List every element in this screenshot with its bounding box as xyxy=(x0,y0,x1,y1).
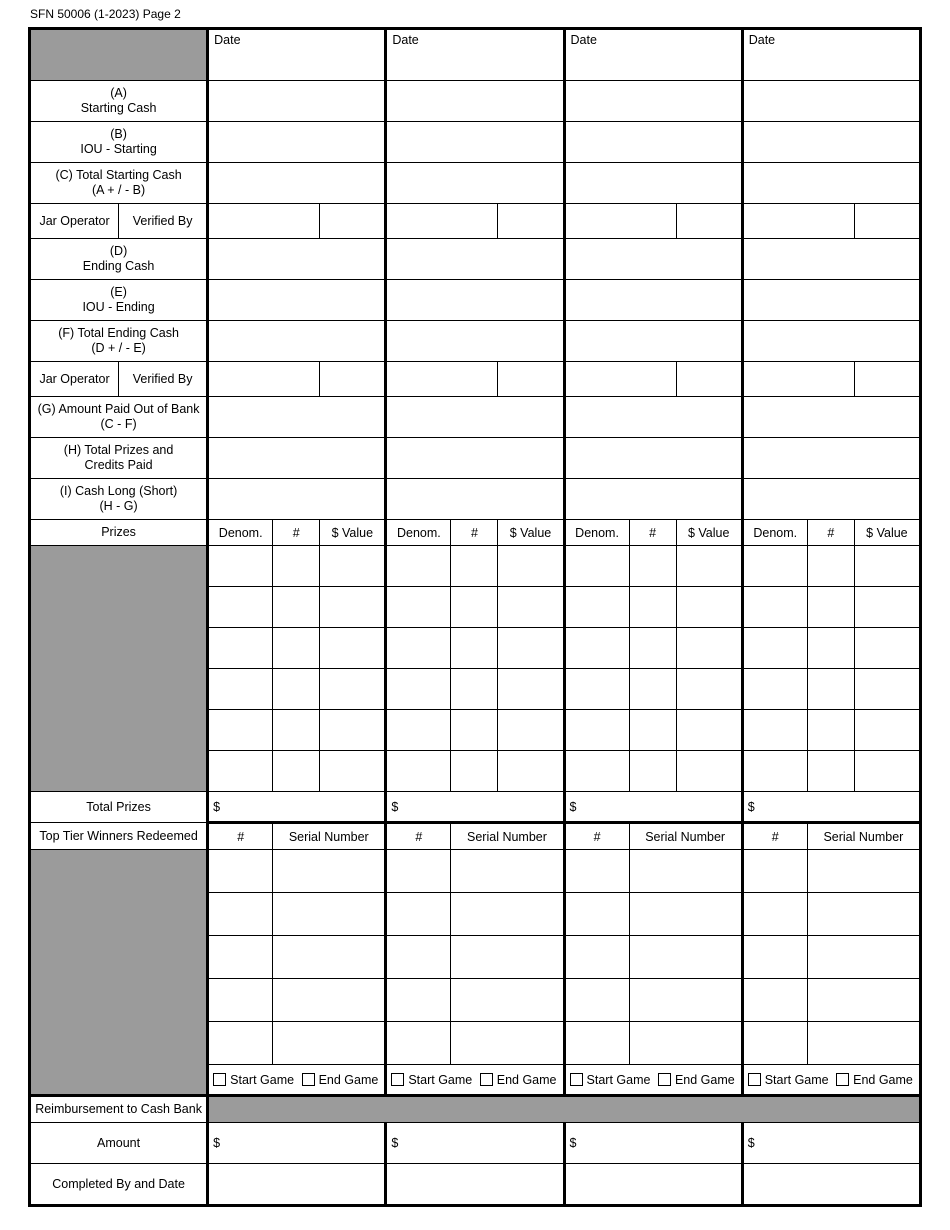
value-header: $ Value xyxy=(854,520,920,546)
amount-paid-out-field[interactable] xyxy=(564,397,742,438)
ending-cash-line-1: (D) xyxy=(109,244,128,258)
count-field[interactable] xyxy=(451,628,498,669)
count-field[interactable] xyxy=(629,628,676,669)
value-field[interactable] xyxy=(676,587,742,628)
denom-field[interactable] xyxy=(564,628,629,669)
reimbursement-label: Reimbursement to Cash Bank xyxy=(30,1096,208,1123)
iou-ending-field[interactable] xyxy=(742,280,920,321)
count-field[interactable] xyxy=(273,751,320,792)
serial-number-field[interactable] xyxy=(807,936,920,979)
serial-number-field[interactable] xyxy=(807,1022,920,1065)
serial-number-field[interactable] xyxy=(451,893,564,936)
iou-ending-line-2: IOU - Ending xyxy=(82,300,155,314)
total-ending-cash-label xyxy=(30,321,208,362)
end-game-checkbox[interactable] xyxy=(302,1073,315,1086)
amount-label: Amount xyxy=(30,1123,208,1164)
verified-by-field[interactable] xyxy=(676,362,742,397)
tier-count-field[interactable] xyxy=(564,1022,629,1065)
end-game-option[interactable] xyxy=(836,1073,913,1087)
serial-number-header: Serial Number xyxy=(629,823,742,850)
denom-field[interactable] xyxy=(208,628,273,669)
amount-field[interactable]: $ xyxy=(564,1123,742,1164)
total-ending-cash-field[interactable] xyxy=(564,321,742,362)
total-prizes-credits-field[interactable] xyxy=(742,438,920,479)
verified-by-field[interactable] xyxy=(854,204,920,239)
count-field[interactable] xyxy=(807,628,854,669)
value-field[interactable] xyxy=(676,546,742,587)
total-prizes-credits-line-1: (H) Total Prizes and xyxy=(63,443,174,457)
total-prizes-credits-field[interactable] xyxy=(564,438,742,479)
jar-operator-field[interactable] xyxy=(742,204,854,239)
jar-operator-field[interactable] xyxy=(564,362,676,397)
start-game-checkbox[interactable] xyxy=(391,1073,404,1086)
top-tier-label: Top Tier Winners Redeemed xyxy=(30,823,208,850)
total-prizes-label: Total Prizes xyxy=(30,792,208,823)
cash-long-short-field[interactable] xyxy=(208,479,386,520)
starting-cash-label xyxy=(30,81,208,122)
serial-number-field[interactable] xyxy=(273,893,386,936)
date-field[interactable]: Date xyxy=(386,29,564,81)
value-field[interactable] xyxy=(854,546,920,587)
denom-field[interactable] xyxy=(564,751,629,792)
tier-count-header: # xyxy=(564,823,629,850)
amount-field[interactable]: $ xyxy=(208,1123,386,1164)
denom-field[interactable] xyxy=(742,710,807,751)
end-game-label: End Game xyxy=(496,1072,557,1087)
verified-by-field[interactable] xyxy=(320,204,386,239)
start-game-option[interactable] xyxy=(391,1073,472,1087)
total-starting-cash-field[interactable] xyxy=(742,163,920,204)
amount-paid-out-line-2: (C - F) xyxy=(100,417,137,431)
denom-field[interactable] xyxy=(386,587,451,628)
count-field[interactable] xyxy=(807,587,854,628)
serial-number-field[interactable] xyxy=(807,979,920,1022)
serial-number-field[interactable] xyxy=(629,1022,742,1065)
denom-header: Denom. xyxy=(386,520,451,546)
tier-count-field[interactable] xyxy=(564,936,629,979)
serial-number-field[interactable] xyxy=(629,979,742,1022)
iou-ending-field[interactable] xyxy=(564,280,742,321)
denom-field[interactable] xyxy=(564,710,629,751)
completed-by-field[interactable] xyxy=(742,1164,920,1206)
denom-field[interactable] xyxy=(208,546,273,587)
iou-ending-line-1: (E) xyxy=(110,285,127,299)
amount-paid-out-line-1: (G) Amount Paid Out of Bank xyxy=(37,402,200,416)
header-blank-cell xyxy=(30,29,208,81)
count-field[interactable] xyxy=(807,751,854,792)
total-starting-cash-line-2: (A + / - B) xyxy=(92,183,146,197)
cash-bank-form xyxy=(28,27,922,1207)
verified-by-field[interactable] xyxy=(498,204,564,239)
game-status-cell xyxy=(742,1065,920,1096)
amount-paid-out-field[interactable] xyxy=(208,397,386,438)
date-field[interactable]: Date xyxy=(564,29,742,81)
starting-cash-field[interactable] xyxy=(208,81,386,122)
total-ending-cash-line-1: (F) Total Ending Cash xyxy=(58,326,179,340)
total-prizes-field[interactable]: $ xyxy=(564,792,742,823)
end-game-option[interactable] xyxy=(480,1073,557,1087)
completed-by-field[interactable] xyxy=(386,1164,564,1206)
value-field[interactable] xyxy=(676,669,742,710)
verified-by-label: Verified By xyxy=(119,362,208,397)
form-id: SFN 50006 (1-2023) Page 2 xyxy=(30,7,181,21)
tier-count-field[interactable] xyxy=(742,850,807,893)
iou-ending-field[interactable] xyxy=(386,280,564,321)
value-field[interactable] xyxy=(498,628,564,669)
end-game-label: End Game xyxy=(853,1072,913,1087)
serial-number-field[interactable] xyxy=(629,893,742,936)
count-field[interactable] xyxy=(451,546,498,587)
ending-cash-field[interactable] xyxy=(208,239,386,280)
amount-paid-out-field[interactable] xyxy=(742,397,920,438)
serial-number-field[interactable] xyxy=(629,850,742,893)
serial-number-header: Serial Number xyxy=(451,823,564,850)
start-game-option[interactable] xyxy=(748,1073,829,1087)
start-game-label: Start Game xyxy=(408,1072,473,1087)
completed-by-field[interactable] xyxy=(564,1164,742,1206)
value-field[interactable] xyxy=(320,710,386,751)
tier-count-header: # xyxy=(208,823,273,850)
serial-number-field[interactable] xyxy=(273,936,386,979)
jar-operator-label: Jar Operator xyxy=(30,362,119,397)
verified-by-label: Verified By xyxy=(119,204,208,239)
start-game-checkbox[interactable] xyxy=(213,1073,226,1086)
cash-long-short-line-2: (H - G) xyxy=(99,499,138,513)
iou-starting-line-2: IOU - Starting xyxy=(80,142,157,156)
end-game-label: End Game xyxy=(318,1072,379,1087)
denom-field[interactable] xyxy=(564,669,629,710)
value-field[interactable] xyxy=(320,628,386,669)
total-starting-cash-field[interactable] xyxy=(564,163,742,204)
serial-number-field[interactable] xyxy=(807,850,920,893)
jar-operator-field[interactable] xyxy=(742,362,854,397)
denom-field[interactable] xyxy=(386,751,451,792)
serial-number-field[interactable] xyxy=(451,1022,564,1065)
value-field[interactable] xyxy=(854,710,920,751)
tier-count-field[interactable] xyxy=(208,979,273,1022)
tier-count-field[interactable] xyxy=(742,1022,807,1065)
count-field[interactable] xyxy=(629,751,676,792)
jar-operator-label: Jar Operator xyxy=(30,204,119,239)
denom-field[interactable] xyxy=(386,669,451,710)
tier-count-field[interactable] xyxy=(208,850,273,893)
denom-field[interactable] xyxy=(742,628,807,669)
total-ending-cash-field[interactable] xyxy=(386,321,564,362)
ending-cash-field[interactable] xyxy=(564,239,742,280)
start-game-checkbox[interactable] xyxy=(748,1073,761,1086)
total-ending-cash-field[interactable] xyxy=(208,321,386,362)
end-game-checkbox[interactable] xyxy=(480,1073,493,1086)
end-game-checkbox[interactable] xyxy=(658,1073,671,1086)
tier-count-field[interactable] xyxy=(742,936,807,979)
count-field[interactable] xyxy=(451,751,498,792)
count-field[interactable] xyxy=(451,669,498,710)
serial-number-field[interactable] xyxy=(273,979,386,1022)
tier-count-field[interactable] xyxy=(386,850,451,893)
value-field[interactable] xyxy=(854,628,920,669)
count-field[interactable] xyxy=(629,669,676,710)
total-prizes-credits-line-2: Credits Paid xyxy=(84,458,153,472)
total-prizes-field[interactable]: $ xyxy=(742,792,920,823)
end-game-option[interactable] xyxy=(302,1073,379,1087)
jar-operator-field[interactable] xyxy=(208,204,320,239)
count-field[interactable] xyxy=(273,669,320,710)
iou-starting-line-1: (B) xyxy=(110,127,127,141)
verified-by-field[interactable] xyxy=(676,204,742,239)
denom-field[interactable] xyxy=(386,710,451,751)
start-game-checkbox[interactable] xyxy=(570,1073,583,1086)
reimbursement-shaded-bar xyxy=(208,1096,921,1123)
count-field[interactable] xyxy=(273,710,320,751)
total-prizes-credits-label xyxy=(30,438,208,479)
value-field[interactable] xyxy=(320,587,386,628)
denom-field[interactable] xyxy=(742,751,807,792)
tier-count-field[interactable] xyxy=(386,936,451,979)
tier-count-field[interactable] xyxy=(386,979,451,1022)
denom-field[interactable] xyxy=(564,546,629,587)
value-field[interactable] xyxy=(854,669,920,710)
jar-operator-field[interactable] xyxy=(564,204,676,239)
denom-header: Denom. xyxy=(564,520,629,546)
total-ending-cash-line-2: (D + / - E) xyxy=(91,341,146,355)
count-field[interactable] xyxy=(807,710,854,751)
count-field[interactable] xyxy=(273,587,320,628)
starting-cash-field[interactable] xyxy=(742,81,920,122)
jar-operator-field[interactable] xyxy=(386,204,498,239)
value-field[interactable] xyxy=(498,669,564,710)
game-status-cell xyxy=(386,1065,564,1096)
amount-field[interactable]: $ xyxy=(742,1123,920,1164)
value-field[interactable] xyxy=(676,710,742,751)
iou-ending-field[interactable] xyxy=(208,280,386,321)
value-field[interactable] xyxy=(498,710,564,751)
date-field[interactable]: Date xyxy=(742,29,920,81)
tier-count-field[interactable] xyxy=(564,893,629,936)
start-game-label: Start Game xyxy=(230,1072,295,1087)
denom-field[interactable] xyxy=(208,669,273,710)
denom-field[interactable] xyxy=(742,546,807,587)
total-starting-cash-field[interactable] xyxy=(208,163,386,204)
tier-count-field[interactable] xyxy=(208,893,273,936)
serial-number-field[interactable] xyxy=(629,936,742,979)
completed-by-field[interactable] xyxy=(208,1164,386,1206)
date-field[interactable]: Date xyxy=(208,29,386,81)
game-status-cell xyxy=(208,1065,386,1096)
total-ending-cash-field[interactable] xyxy=(742,321,920,362)
total-prizes-field[interactable]: $ xyxy=(386,792,564,823)
starting-cash-field[interactable] xyxy=(386,81,564,122)
amount-paid-out-label xyxy=(30,397,208,438)
serial-number-field[interactable] xyxy=(273,1022,386,1065)
value-field[interactable] xyxy=(320,546,386,587)
iou-starting-field[interactable] xyxy=(564,122,742,163)
tier-count-field[interactable] xyxy=(742,979,807,1022)
value-field[interactable] xyxy=(498,587,564,628)
value-field[interactable] xyxy=(676,628,742,669)
start-game-option[interactable] xyxy=(570,1073,651,1087)
value-field[interactable] xyxy=(320,751,386,792)
jar-operator-field[interactable] xyxy=(386,362,498,397)
ending-cash-label xyxy=(30,239,208,280)
prizes-shaded-block xyxy=(30,546,208,792)
count-field[interactable] xyxy=(629,710,676,751)
denom-field[interactable] xyxy=(208,710,273,751)
top-tier-shaded-block xyxy=(30,850,208,1096)
completed-by-label: Completed By and Date xyxy=(30,1164,208,1206)
verified-by-field[interactable] xyxy=(320,362,386,397)
count-field[interactable] xyxy=(807,669,854,710)
tier-count-field[interactable] xyxy=(564,850,629,893)
game-status-cell xyxy=(564,1065,742,1096)
iou-starting-label xyxy=(30,122,208,163)
denom-header: Denom. xyxy=(208,520,273,546)
ending-cash-field[interactable] xyxy=(386,239,564,280)
iou-starting-field[interactable] xyxy=(742,122,920,163)
cash-long-short-field[interactable] xyxy=(742,479,920,520)
total-starting-cash-line-1: (C) Total Starting Cash xyxy=(55,168,182,182)
cash-long-short-line-1: (I) Cash Long (Short) xyxy=(59,484,178,498)
iou-starting-field[interactable] xyxy=(386,122,564,163)
amount-field[interactable]: $ xyxy=(386,1123,564,1164)
count-header: # xyxy=(451,520,498,546)
denom-header: Denom. xyxy=(742,520,807,546)
total-prizes-credits-field[interactable] xyxy=(386,438,564,479)
tier-count-field[interactable] xyxy=(742,893,807,936)
iou-starting-field[interactable] xyxy=(208,122,386,163)
denom-field[interactable] xyxy=(564,587,629,628)
end-game-option[interactable] xyxy=(658,1073,735,1087)
end-game-label: End Game xyxy=(674,1072,735,1087)
start-game-label: Start Game xyxy=(586,1072,651,1087)
cash-long-short-field[interactable] xyxy=(386,479,564,520)
count-field[interactable] xyxy=(629,546,676,587)
denom-field[interactable] xyxy=(742,587,807,628)
prizes-label: Prizes xyxy=(30,520,208,546)
serial-number-header: Serial Number xyxy=(273,823,386,850)
serial-number-field[interactable] xyxy=(807,893,920,936)
denom-field[interactable] xyxy=(386,546,451,587)
serial-number-field[interactable] xyxy=(451,936,564,979)
starting-cash-line-2: Starting Cash xyxy=(80,101,157,115)
total-prizes-field[interactable]: $ xyxy=(208,792,386,823)
iou-ending-label xyxy=(30,280,208,321)
tier-count-field[interactable] xyxy=(208,1022,273,1065)
amount-paid-out-field[interactable] xyxy=(386,397,564,438)
value-field[interactable] xyxy=(320,669,386,710)
value-field[interactable] xyxy=(854,587,920,628)
tier-count-header: # xyxy=(742,823,807,850)
total-prizes-credits-field[interactable] xyxy=(208,438,386,479)
count-field[interactable] xyxy=(451,710,498,751)
value-header: $ Value xyxy=(320,520,386,546)
tier-count-field[interactable] xyxy=(208,936,273,979)
jar-operator-field[interactable] xyxy=(208,362,320,397)
start-game-option[interactable] xyxy=(213,1073,294,1087)
value-header: $ Value xyxy=(676,520,742,546)
starting-cash-field[interactable] xyxy=(564,81,742,122)
starting-cash-line-1: (A) xyxy=(110,86,127,100)
ending-cash-field[interactable] xyxy=(742,239,920,280)
count-field[interactable] xyxy=(807,546,854,587)
count-field[interactable] xyxy=(273,546,320,587)
count-header: # xyxy=(629,520,676,546)
count-field[interactable] xyxy=(629,587,676,628)
denom-field[interactable] xyxy=(386,628,451,669)
ending-cash-line-2: Ending Cash xyxy=(82,259,155,273)
value-field[interactable] xyxy=(854,751,920,792)
value-header: $ Value xyxy=(498,520,564,546)
verified-by-field[interactable] xyxy=(854,362,920,397)
value-field[interactable] xyxy=(498,751,564,792)
serial-number-field[interactable] xyxy=(451,850,564,893)
count-field[interactable] xyxy=(451,587,498,628)
serial-number-field[interactable] xyxy=(273,850,386,893)
tier-count-field[interactable] xyxy=(386,1022,451,1065)
denom-field[interactable] xyxy=(742,669,807,710)
tier-count-field[interactable] xyxy=(386,893,451,936)
end-game-checkbox[interactable] xyxy=(836,1073,849,1086)
serial-number-header: Serial Number xyxy=(807,823,920,850)
count-header: # xyxy=(807,520,854,546)
value-field[interactable] xyxy=(498,546,564,587)
denom-field[interactable] xyxy=(208,587,273,628)
total-starting-cash-label xyxy=(30,163,208,204)
tier-count-field[interactable] xyxy=(564,979,629,1022)
denom-field[interactable] xyxy=(208,751,273,792)
total-starting-cash-field[interactable] xyxy=(386,163,564,204)
serial-number-field[interactable] xyxy=(451,979,564,1022)
cash-long-short-label xyxy=(30,479,208,520)
count-field[interactable] xyxy=(273,628,320,669)
verified-by-field[interactable] xyxy=(498,362,564,397)
start-game-label: Start Game xyxy=(764,1072,829,1087)
count-header: # xyxy=(273,520,320,546)
cash-long-short-field[interactable] xyxy=(564,479,742,520)
tier-count-header: # xyxy=(386,823,451,850)
value-field[interactable] xyxy=(676,751,742,792)
